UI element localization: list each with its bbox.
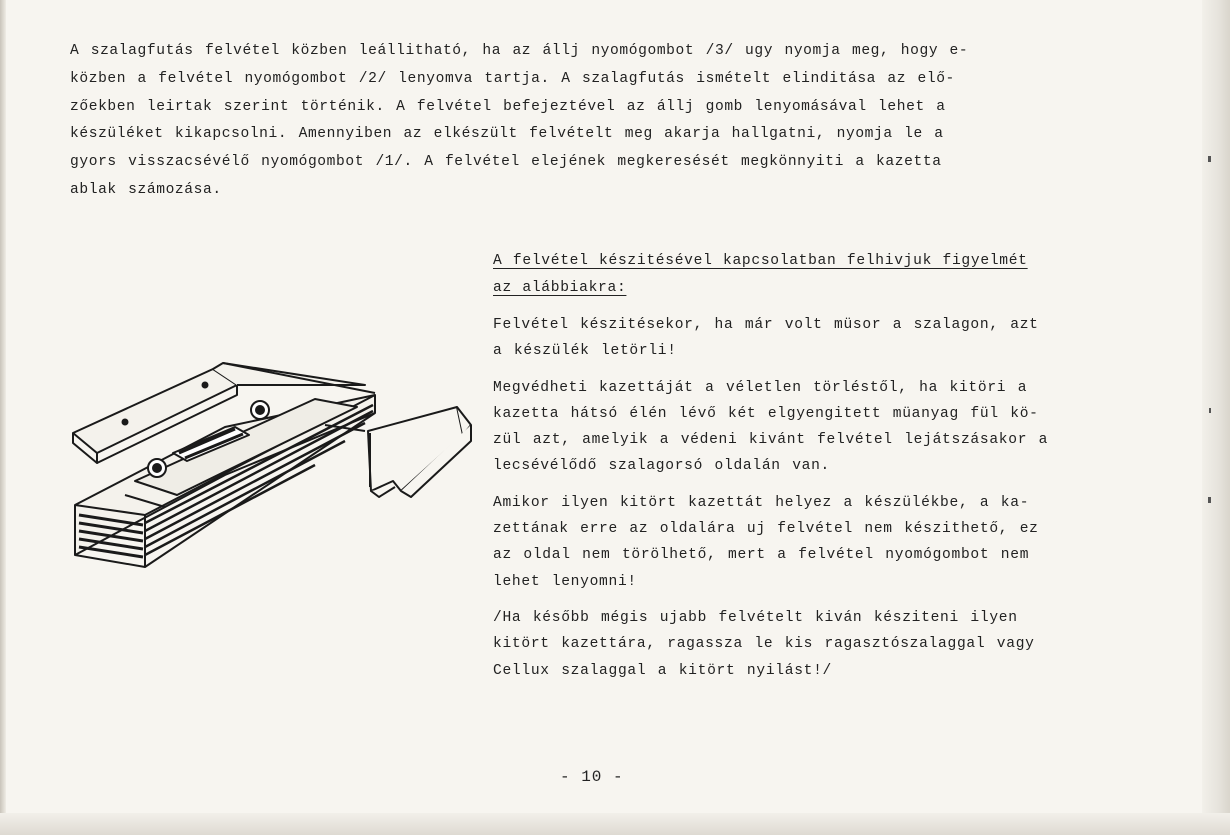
cassette-with-arrow-icon [65, 355, 475, 575]
text-line: kazetta hátsó élén lévő két elgyengitett müanyag fül kö- [493, 405, 1039, 422]
notice-paragraph-4 [493, 605, 1123, 684]
page-number: - 10 - [560, 768, 624, 786]
notice-paragraph-2 [493, 375, 1123, 480]
notice-heading-line: A felvétel készitésével kapcsolatban felhivjuk figyelmét [493, 253, 1028, 269]
intro-paragraph [70, 38, 1100, 205]
intro-line: A szalagfutás felvétel közben leállitható, ha az állj nyomógombot /3/ ugy nyomja meg, hogy e- [70, 43, 969, 59]
text-line: Cellux szalaggal a kitört nyilást!/ [493, 662, 833, 679]
page-bottom-edge [0, 813, 1230, 835]
text-line: kitört kazettára, ragassza le kis ragasztószalaggal vagy [493, 636, 1035, 653]
notice-heading-line: az alábbiakra: [493, 280, 627, 296]
text-line: lehet lenyomni! [493, 573, 637, 590]
text-line: /Ha később mégis ujabb felvételt kiván késziteni ilyen [493, 609, 1018, 626]
intro-line: ablak számozása. [70, 181, 222, 198]
scan-speck [1209, 408, 1211, 413]
notice-heading [493, 248, 1123, 302]
page-right-edge [1202, 0, 1230, 835]
text-line: lecsévélődő szalagorsó oldalán van. [493, 458, 831, 475]
intro-line: készüléket kikapcsolni. Amennyiben az elkészült felvételt meg akarja hallgatni, nyomja le a [70, 126, 944, 143]
text-line: az oldal nem törölhető, mert a felvétel nyomógombot nem [493, 547, 1030, 564]
notice-paragraph-3 [493, 490, 1123, 595]
text-line: Felvétel készitésekor, ha már volt müsor a szalagon, azt [493, 317, 1039, 333]
notice-column [493, 248, 1123, 684]
text-line: zettának erre az oldalára uj felvétel nem készithető, ez [493, 521, 1039, 538]
intro-line: közben a felvétel nyomógombot /2/ lenyomva tartja. A szalagfutás ismételt elinditása az elő- [70, 70, 955, 87]
scan-speck [1208, 156, 1211, 162]
notice-paragraph-1 [493, 312, 1123, 365]
text-line: a készülék letörli! [493, 343, 677, 360]
text-line: zül azt, amelyik a védeni kivánt felvétel lejátszásakor a [493, 432, 1049, 449]
intro-line: gyors visszacsévélő nyomógombot /1/. A felvétel elejének megkeresését megkönnyiti a kazetta [70, 154, 942, 171]
text-line: Amikor ilyen kitört kazettát helyez a készülékbe, a ka- [493, 494, 1030, 511]
intro-line: zőekben leirtak szerint történik. A felvétel befejeztével az állj gomb lenyomásával lehet a [70, 98, 946, 115]
page-left-edge [0, 0, 6, 835]
scan-speck [1208, 497, 1211, 503]
text-line: Megvédheti kazettáját a véletlen törléstől, ha kitöri a [493, 379, 1028, 396]
